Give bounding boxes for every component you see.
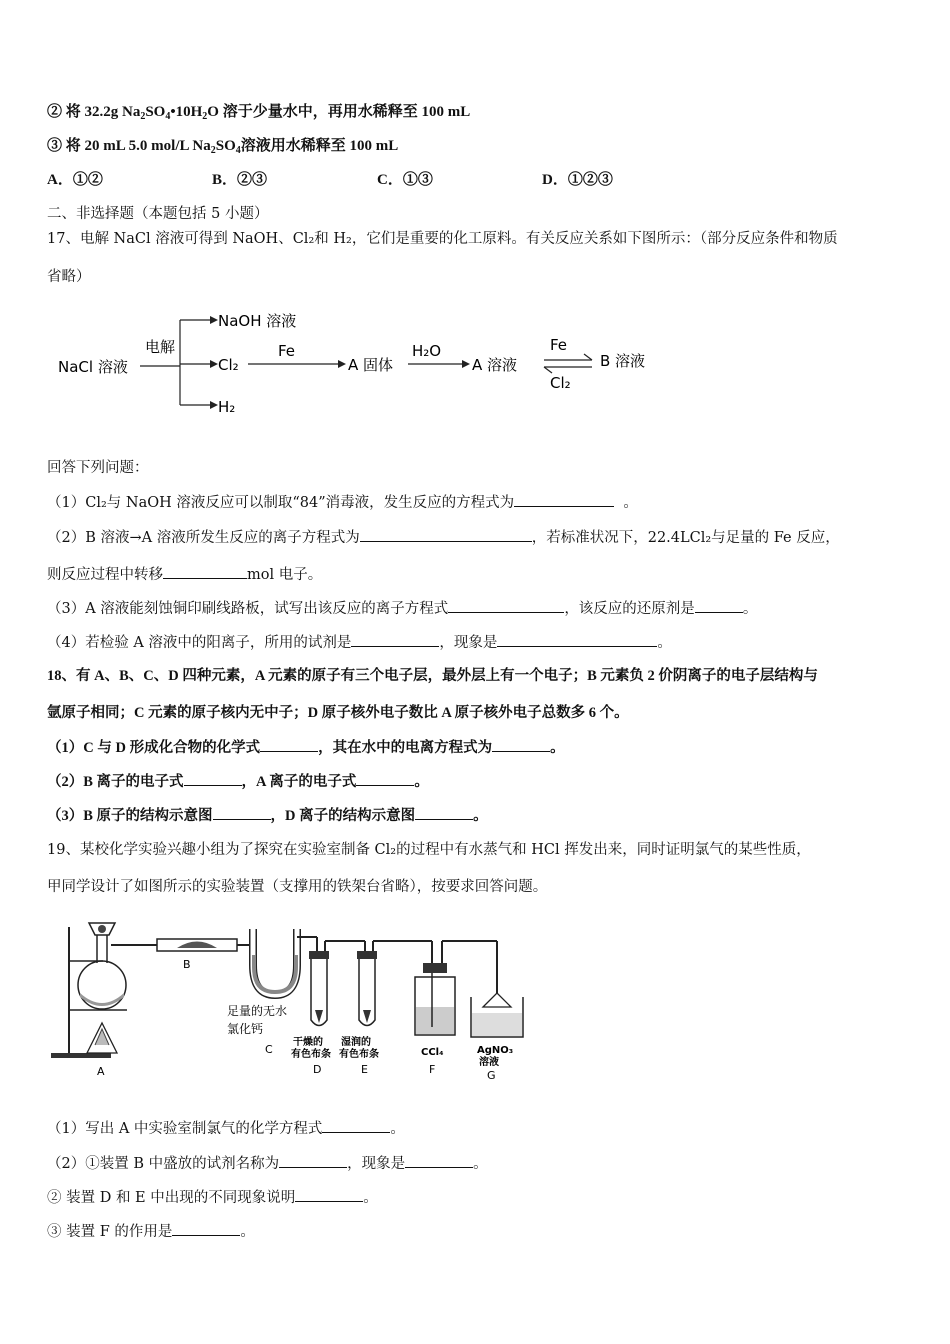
label-cl2-2: Cl₂ xyxy=(550,374,571,392)
answer-blank[interactable] xyxy=(322,1118,390,1133)
answer-blank[interactable] xyxy=(184,771,242,786)
q19-intro-2: 甲同学设计了如图所示的实验装置（支撑用的铁架台省略），按要求回答问题。 xyxy=(47,879,548,895)
option-d: D．①②③ xyxy=(542,172,613,188)
label-d-desc-2: 有色布条 xyxy=(291,1049,331,1060)
answer-blank[interactable] xyxy=(415,805,473,820)
label-e: E xyxy=(361,1063,368,1076)
q19-part-1: （1）写出 A 中实验室制氯气的化学方程式 。 xyxy=(47,1118,920,1139)
answer-blank[interactable] xyxy=(492,737,550,752)
node-b-solution: B 溶液 xyxy=(600,352,646,370)
answer-blank[interactable] xyxy=(295,1187,363,1202)
q17-part-3: （3）A 溶液能刻蚀铜印刷线路板，试写出该反应的离子方程式 ，该反应的还原剂是 。 xyxy=(47,598,920,619)
label-fe-2: Fe xyxy=(550,336,568,354)
label-c: C xyxy=(265,1043,273,1056)
label-c-reagent-1: 足量的无水 xyxy=(227,1004,288,1018)
q17-answer-prompt: 回答下列问题： xyxy=(47,460,149,476)
answer-blank[interactable] xyxy=(260,737,318,752)
label-f-reagent: CCl₄ xyxy=(421,1047,444,1058)
label-f: F xyxy=(429,1063,436,1076)
answer-blank[interactable] xyxy=(405,1153,473,1168)
q19-apparatus-diagram xyxy=(47,915,527,1085)
answer-blank[interactable] xyxy=(360,527,532,542)
q17-part-1: （1）Cl₂与 NaOH 溶液反应可以制取“84”消毒液，发生反应的方程式为 。 xyxy=(47,492,920,513)
label-e-desc-1: 湿润的 xyxy=(341,1037,371,1048)
answer-blank[interactable] xyxy=(356,771,414,786)
answer-blank[interactable] xyxy=(514,492,614,507)
answer-blank[interactable] xyxy=(172,1221,240,1236)
label-electrolysis: 电解 xyxy=(145,338,176,356)
answer-blank[interactable] xyxy=(695,598,743,613)
q17-part-4: （4）若检验 A 溶液中的阳离子，所用的试剂是 ，现象是 。 xyxy=(47,632,920,653)
option-c: C．①③ xyxy=(377,172,433,188)
node-cl2: Cl₂ xyxy=(218,356,239,374)
q17-intro-1: 17、电解 NaCl 溶液可得到 NaOH、Cl₂和 H₂，它们是重要的化工原料。有关反应关系如下图所示：（部分反应条件和物质 xyxy=(47,231,838,247)
q17-part-2: （2）B 溶液→A 溶液所发生反应的离子方程式为 ，若标准状况下，22.4LCl₂与足量的 Fe 反应， xyxy=(47,527,920,548)
label-e-desc-2: 有色布条 xyxy=(339,1049,379,1060)
answer-blank[interactable] xyxy=(448,598,564,613)
label-a: A xyxy=(97,1065,105,1078)
section-heading: 二、非选择题（本题包括 5 小题） xyxy=(47,206,269,222)
node-h2: H₂ xyxy=(218,398,236,416)
q17-intro-2: 省略） xyxy=(47,269,91,285)
label-d-desc-1: 干燥的 xyxy=(293,1037,323,1048)
q17-reaction-diagram xyxy=(50,300,670,425)
label-g-reagent-1: AgNO₃ xyxy=(477,1045,514,1056)
q16-item-3: ③ 将 20 mL 5.0 mol/L $Na_2SO_4$溶液用水稀释至 100 mL xyxy=(47,138,399,156)
label-c-reagent-2: 氯化钙 xyxy=(227,1022,264,1036)
q19-part-2: （2）①装置 B 中盛放的试剂名称为 ，现象是 。 xyxy=(47,1153,920,1174)
label-d: D xyxy=(313,1063,322,1076)
option-a: A．①② xyxy=(47,172,103,188)
q19-intro-1: 19、某校化学实验兴趣小组为了探究在实验室制备 Cl₂的过程中有水蒸气和 HCl 挥发出来，同时证明氯气的某些性质， xyxy=(47,842,811,858)
q18-part-3: （3）B 原子的结构示意图 ，D 离子的结构示意图 。 xyxy=(47,805,920,826)
option-b: B．②③ xyxy=(212,172,268,188)
answer-blank[interactable] xyxy=(163,564,247,579)
label-h2o: H₂O xyxy=(412,342,442,360)
label-g: G xyxy=(487,1069,496,1082)
q19-part-2-3: ③ 装置 F 的作用是 。 xyxy=(47,1221,920,1242)
answer-blank[interactable] xyxy=(279,1153,347,1168)
q16-item-2: ② 将 32.2g $Na_2SO_4•10H_2O$ 溶于少量水中，再用水稀释至 100 mL xyxy=(47,104,471,122)
q18-intro-1: 18、有 A、B、C、D 四种元素，A 元素的原子有三个电子层，最外层上有一个电子；B 元素负 2 价阴离子的电子层结构与 xyxy=(47,668,818,684)
answer-blank[interactable] xyxy=(213,805,271,820)
answer-blank[interactable] xyxy=(497,632,657,647)
q17-part-2-cont: 则反应过程中转移 mol 电子。 xyxy=(47,564,920,585)
label-fe: Fe xyxy=(278,342,296,360)
node-a-solid: A 固体 xyxy=(348,356,394,374)
q18-intro-2: 氩原子相同；C 元素的原子核内无中子；D 原子核外电子数比 A 原子核外电子总数多 6 个。 xyxy=(47,705,629,721)
label-b: B xyxy=(183,958,191,971)
q19-part-2-2: ② 装置 D 和 E 中出现的不同现象说明 。 xyxy=(47,1187,920,1208)
node-a-solution: A 溶液 xyxy=(472,356,518,374)
q18-part-2: （2）B 离子的电子式 ，A 离子的电子式 。 xyxy=(47,771,920,792)
node-naoh: NaOH 溶液 xyxy=(218,312,297,330)
q18-part-1: （1）C 与 D 形成化合物的化学式 ，其在水中的电离方程式为 。 xyxy=(47,737,920,758)
label-g-reagent-2: 溶液 xyxy=(479,1057,499,1068)
answer-blank[interactable] xyxy=(351,632,439,647)
node-nacl: NaCl 溶液 xyxy=(58,358,128,376)
